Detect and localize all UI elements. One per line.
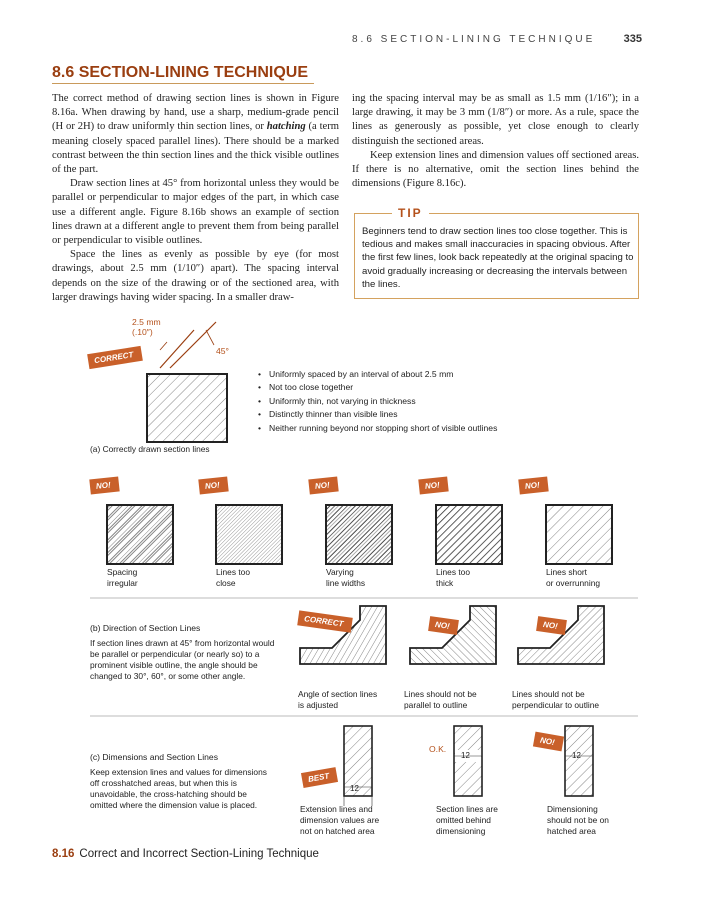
figure-number: 8.16 <box>52 848 75 860</box>
figure-c-caption-1: Extension lines and dimension values are not on hatched area <box>300 804 380 836</box>
bullet-list <box>258 368 497 435</box>
tip-title: TIP <box>392 206 429 220</box>
figure-caption-text: Correct and Incorrect Section-Lining Technique <box>79 848 319 860</box>
paragraph-1: The correct method of drawing section lines is shown in Figure 8.16a. When drawing by hand, use a sharp, medium-grade pencil (H or 2H) to draw uniformly thin section lines, or hatching (a term meaning closely spaced parallel lines). There should be a marked contrast between the thin section lines and the thick visible outlines of the part. <box>52 93 339 176</box>
figure-c-title: (c) Dimensions and Section Lines <box>90 752 219 762</box>
paragraph-2: Draw section lines at 45° from horizontal unless they would be parallel or perpendicular to major edges of the part, in which case use a different angle. Figure 8.16b shows an example of section lines drawn at a different angle to prevent them from being parallel or perpendicular to visible outlines. <box>52 178 339 247</box>
wrong-caption-5: Lines short or overrunning <box>546 567 601 588</box>
figure-a-caption: (a) Correctly drawn section lines <box>90 444 210 454</box>
bullet-item: • Uniformly spaced by an interval of about 2.5 mm <box>258 368 497 381</box>
wrong-examples-drawings <box>107 505 612 564</box>
paragraph-3: Space the lines as evenly as possible by eye (for most drawings, about 2.5 mm (1/10″) apart). The spacing interval depends on the size of the drawing or of the sectioned area, with larger drawings having wider spacing. In a smaller draw- <box>52 249 339 303</box>
no-stamp: NO! <box>533 732 564 752</box>
bullet-item: • Neither running beyond nor stopping short of visible outlines <box>258 422 497 435</box>
wrong-caption-3: Varying line widths <box>326 567 366 588</box>
term-hatching: hatching <box>266 121 306 133</box>
wrong-caption-4: Lines too thick <box>436 567 470 588</box>
page-number: 335 <box>623 33 642 45</box>
figure-caption <box>52 848 319 860</box>
figure-b-title: (b) Direction of Section Lines <box>90 623 201 633</box>
figure-b-drawings <box>300 606 604 664</box>
figure-b-text: If section lines drawn at 45° from horizontal would be parallel or perpendicular (or nearly so) to a prominent visible outline, the angle should be changed to 30°, 60°, or some other angle. <box>90 638 275 681</box>
no-stamp: NO! <box>198 477 228 495</box>
bullet-item: • Uniformly thin, not varying in thickness <box>258 395 497 408</box>
figure-a-drawing <box>147 322 227 442</box>
wrong-caption-2: Lines too close <box>216 567 250 588</box>
bullet-item: • Not too close together <box>258 381 497 394</box>
bullet-item: • Distinctly thinner than visible lines <box>258 408 497 421</box>
no-stamp: NO! <box>418 477 448 495</box>
no-stamp: NO! <box>536 616 566 635</box>
dim-value: 12 <box>572 751 581 760</box>
section-title: 8.6 SECTION-LINING TECHNIQUE <box>52 64 309 81</box>
figure-b-caption-1: Angle of section lines is adjusted <box>298 689 378 710</box>
dim-value: 12 <box>350 784 359 793</box>
paragraph-5: Keep extension lines and dimension values off sectioned areas. If there is no alternative, omit the section lines behind the dimensions (Figure 8.16c). <box>352 149 639 190</box>
dim-value: 12 <box>461 751 470 760</box>
figure-c-caption-3: Dimensioning should not be on hatched area <box>547 804 609 836</box>
tip-text: Beginners tend to draw section lines too close together. This is tedious and makes small inaccuracies in spacing obvious. After the first few lines, look back repeatedly at the original spacing to avoid gradually increasing or decreasing the intervals between the lines. <box>362 226 634 290</box>
running-title: 8.6 SECTION-LINING TECHNIQUE <box>352 34 596 45</box>
figure-b-caption-3: Lines should not be perpendicular to outline <box>512 689 600 710</box>
paragraph-4: ing the spacing interval may be as small as 1.5 mm (1/16″); in a large drawing, it may be 3 mm (1/8″) or more. As a rule, space the lines as generously as possible, yet close enough to clearly distinguish the sectioned areas. <box>352 93 639 147</box>
angle-label: 45° <box>216 346 229 356</box>
figure-c-caption-2: Section lines are omitted behind dimensioning <box>436 804 498 836</box>
wrong-caption-1: Spacing irregular <box>107 567 138 588</box>
figure-b-caption-2: Lines should not be parallel to outline <box>404 689 477 710</box>
correct-stamp: CORRECT <box>87 346 142 369</box>
ok-label: O.K. <box>429 744 447 754</box>
correct-stamp: CORRECT <box>297 610 352 632</box>
no-stamp: NO! <box>308 477 338 495</box>
spacing-label: 2.5 mm (.10″) <box>132 317 161 337</box>
no-stamp: NO! <box>89 477 119 495</box>
figure-c-text: Keep extension lines and values for dimensions off crosshatched areas, but when this is unavoidable, the cross-hatching should be omitted where the dimension value is placed. <box>90 767 267 810</box>
best-stamp: BEST <box>301 767 338 788</box>
no-stamp: NO! <box>518 477 548 495</box>
no-stamp: NO! <box>428 616 458 635</box>
